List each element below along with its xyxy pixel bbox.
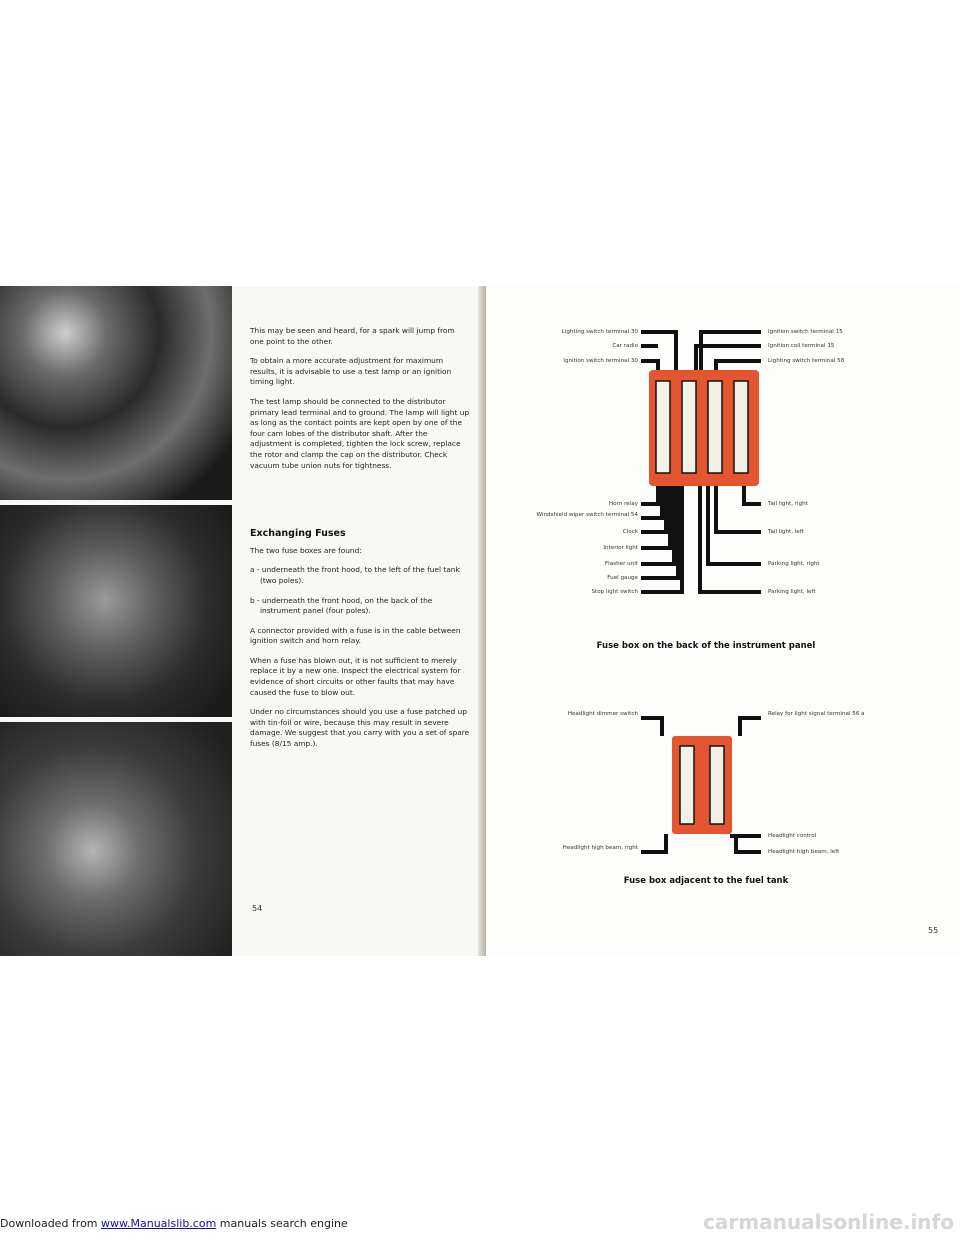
label: Ignition switch terminal 30 — [563, 358, 638, 364]
label: Headlight high beam, right — [562, 845, 638, 851]
label: Ignition switch terminal 15 — [768, 329, 843, 335]
fuse-removal-photo — [0, 505, 232, 717]
label: Tail light, left — [768, 529, 804, 535]
label: Interior light — [603, 545, 638, 551]
paragraph: This may be seen and heard, for a spark will jump from one point to the other. — [250, 326, 455, 346]
label: Stop light switch — [591, 589, 638, 595]
label: Parking light, right — [768, 561, 820, 567]
right-page — [486, 286, 960, 956]
watermark: carmanualsonline.info — [703, 1210, 954, 1234]
footer-prefix: Downloaded from — [0, 1217, 102, 1230]
manualslib-link[interactable]: www.Manualslib.com — [101, 1217, 217, 1230]
figure-caption: Fuse box on the back of the instrument panel — [596, 641, 816, 651]
label: Clock — [622, 529, 638, 535]
left-page-text — [250, 326, 470, 759]
paragraph: When a fuse has blown out, it is not sufficient to merely replace it by a new one. Inspect the electrical system for evidence of short circuits or other faults that may have caused the fuse to blow out. — [250, 655, 461, 697]
label: Lighting switch terminal 58 — [768, 358, 845, 364]
paragraph: The two fuse boxes are found: — [250, 545, 362, 555]
section-heading: Exchanging Fuses — [250, 528, 346, 540]
label: Tail light, right — [768, 501, 808, 507]
label: Flasher unit — [604, 561, 638, 567]
paragraph: Under no circumstances should you use a fuse patched up with tin-foil or wire, because this may result in severe damage. We suggest that you carry with you a set of spare fuses (8/15 amp.). — [250, 707, 470, 749]
fuse-box-photo — [0, 722, 232, 956]
footer-suffix: manuals search engine — [216, 1217, 348, 1230]
figure-caption: Fuse box adjacent to the fuel tank — [623, 876, 789, 886]
label: Fuel gauge — [607, 575, 638, 581]
label: Horn relay — [608, 501, 638, 507]
list-item: a - underneath the front hood, to the left of the fuel tank (two poles). — [250, 565, 460, 585]
left-page — [0, 286, 486, 956]
paragraph: A connector provided with a fuse is in the cable between ignition switch and horn relay. — [250, 625, 461, 646]
book-spread — [0, 286, 960, 956]
label: Ignition coil terminal 15 — [768, 343, 835, 349]
label: Headlight control — [768, 833, 817, 839]
list-item: b - underneath the front hood, on the back of the instrument panel (four poles). — [250, 595, 433, 616]
label: Parking light, left — [768, 589, 816, 595]
page-number: 54 — [252, 904, 263, 913]
distributor-photo — [0, 286, 232, 500]
label: Windshield wiper switch terminal 54 — [536, 512, 638, 518]
label: Car radio — [612, 343, 638, 349]
label: Headlight high beam, left — [768, 849, 840, 855]
label: Lighting switch terminal 30 — [561, 329, 638, 335]
paragraph: The test lamp should be connected to the distributor primary lead terminal and to ground. The lamp will light up as long as the contact points are kept open by one of the four cam lobes of the distributor shaft. After the adjustment is completed, tighten the lock screw, replace the rotor and clamp the cap on the distributor. Check vacuum tube union nuts for tightness. — [250, 396, 470, 470]
paragraph: To obtain a more accurate adjustment for maximum results, it is advisable to use a test lamp or an ignition timing light. — [250, 356, 452, 387]
page-number: 55 — [928, 926, 939, 935]
download-footer — [0, 1217, 348, 1230]
label: Relay for light signal terminal 56 a — [768, 711, 865, 717]
label: Headlight dimmer switch — [567, 711, 638, 717]
